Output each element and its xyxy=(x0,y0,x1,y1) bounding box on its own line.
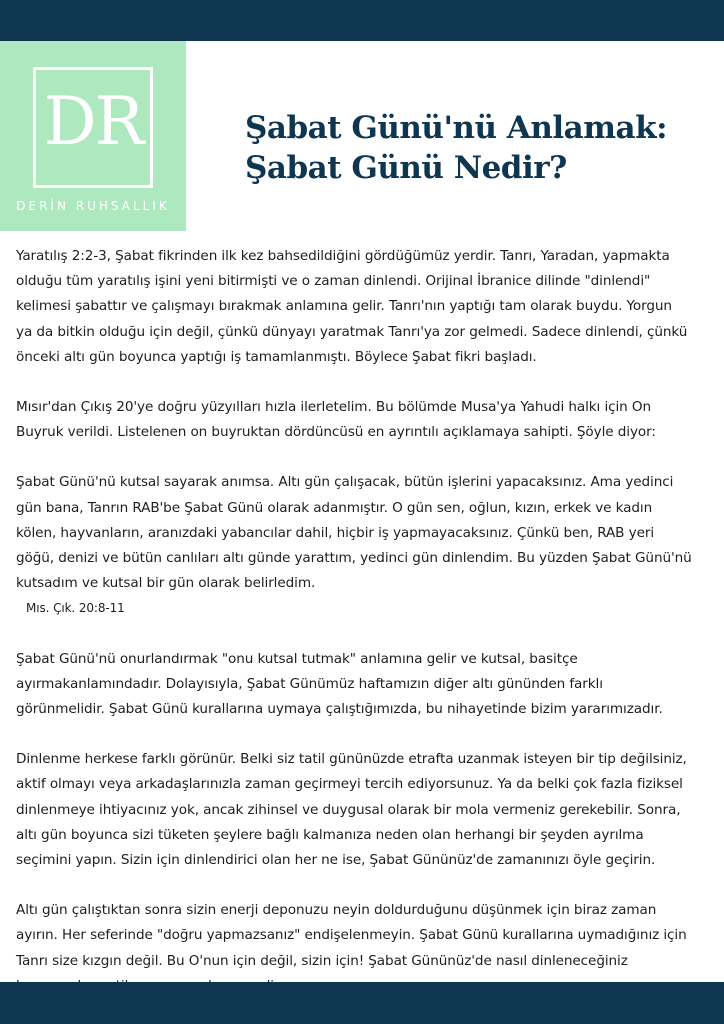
paragraph-rest xyxy=(16,747,708,873)
paragraph-line: olduğu tüm yaratılış işini yeni bitirmişti ve o zaman dinlendi. Orijinal İbranice dilinde "dinlendi" xyxy=(16,273,651,290)
paragraph-line: ayırmakanlamındadır. Dolayısıyla, Şabat Günümüz haftamızın diğer altı gününden farklı xyxy=(16,675,603,692)
page-title xyxy=(245,108,685,188)
paragraph-holy xyxy=(16,647,708,723)
page-title-line-2: Şabat Günü Nedir? xyxy=(245,150,567,186)
paragraph-line: kelimesi şabattır ve çalışmayı bırakmak anlamına gelir. Tanrı'nın yaptığı tam olarak buydu. Yorgun xyxy=(16,298,672,315)
article-body xyxy=(16,244,708,999)
logo-frame xyxy=(33,67,153,188)
paragraph-line: Altı gün çalıştıktan sonra sizin enerji deponuzu neyin doldurduğunu düşünmek için biraz zaman xyxy=(16,902,657,919)
paragraph-line xyxy=(16,571,708,621)
paragraph-line: göğü, denizi ve bütün canlıları altı günde yarattım, yedinci gün dinlendim. Bu yüzden Şabat Günü'nü xyxy=(16,550,692,567)
paragraph-line: Şabat Günü'nü onurlandırmak "onu kutsal tutmak" anlamına gelir ve kutsal, basitçe xyxy=(16,650,578,667)
logo-initials: DR xyxy=(43,83,143,160)
paragraph-line: Şabat Günü'nü kutsal sayarak anımsa. Altı gün çalışacak, bütün işlerini yapacaksınız. Ama yedinci xyxy=(16,474,674,491)
paragraph-line: aktif olmayı veya arkadaşlarınızla zaman geçirmeyi tercih ediyorsunuz. Ya da belki çok fazla fiziksel xyxy=(16,776,683,793)
paragraph-line: kölen, hayvanların, aranızdaki yabancılar dahil, hiçbir iş yapmayacaksınız. Çünkü ben, RAB yeri xyxy=(16,524,655,541)
paragraph-line: Mısır'dan Çıkış 20'ye doğru yüzyılları hızla ilerletelim. Bu bölümde Musa'ya Yahudi halkı için On xyxy=(16,399,652,416)
top-banner-bar xyxy=(0,0,724,41)
paragraph-line: görünmelidir. Şabat Günü kurallarına uymaya çalıştığımızda, bu nihayetinde bizim yararımızadır. xyxy=(16,701,663,718)
brand-logo xyxy=(0,41,186,231)
paragraph-line: seçimini yapın. Sizin için dinlendirici olan her ne ise, Şabat Gününüz'de zamanınızı öyle geçirin. xyxy=(16,852,656,869)
paragraph-line: Tanrı size kızgın değil. Bu O'nun için değil, sizin için! Şabat Gününüz'de nasıl dinleneceğiniz xyxy=(16,952,628,969)
paragraph-line: Dinlenme herkese farklı görünür. Belki siz tatil gününüzde etrafta uzanmak isteyen bir tip değilsiniz, xyxy=(16,751,687,768)
quote-last-line: kutsadım ve kutsal bir gün olarak belirledim. xyxy=(16,575,316,592)
paragraph-line: Yaratılış 2:2-3, Şabat fikrinden ilk kez bahsedildiğini gördüğümüz yerdir. Tanrı, Yaradan, yapmakta xyxy=(16,248,670,264)
paragraph-scripture-quote xyxy=(16,470,708,621)
paragraph-line: gün bana, Tanrın RAB'be Şabat Günü olarak adanmıştır. O gün sen, oğlun, kızın, erkek ve kadın xyxy=(16,499,653,516)
paragraph-line: önceki altı gün boyunca yaptığı iş tamamlanmıştı. Böylece Şabat fikri başladı. xyxy=(16,348,537,365)
paragraph-genesis xyxy=(16,244,708,370)
paragraph-line: dinlenmeye ihtiyacınız yok, ancak zihinsel ve duygusal olarak bir mola vermeniz gerekebilir. Sonra, xyxy=(16,801,681,818)
paragraph-line: ayırın. Her seferinde "doğru yapmazsanız" endişelenmeyin. Şabat Günü kurallarına uymadığınız için xyxy=(16,927,687,944)
scripture-reference: Mıs. Çık. 20:8-11 xyxy=(26,601,125,616)
logo-brand-name: DERİN RUHSALLIK xyxy=(16,199,170,213)
bottom-banner-bar xyxy=(0,982,724,1024)
paragraph-line: altı gün boyunca sizi tüketen şeylere bağlı kalmanıza neden olan herhangi bir şeyden ayrılma xyxy=(16,826,644,843)
paragraph-exodus xyxy=(16,395,708,445)
paragraph-line: ya da bitkin olduğu için değil, çünkü dünyayı yaratmak Tanrı'ya zor gelmedi. Sadece dinlendi, çünkü xyxy=(16,323,688,340)
paragraph-line: Buyruk verildi. Listelenen on buyruktan dördüncüsü en ayrıntılı açıklamaya sahipti. Şöyle diyor: xyxy=(16,424,656,441)
page-title-line-1: Şabat Günü'nü Anlamak: xyxy=(245,110,668,146)
